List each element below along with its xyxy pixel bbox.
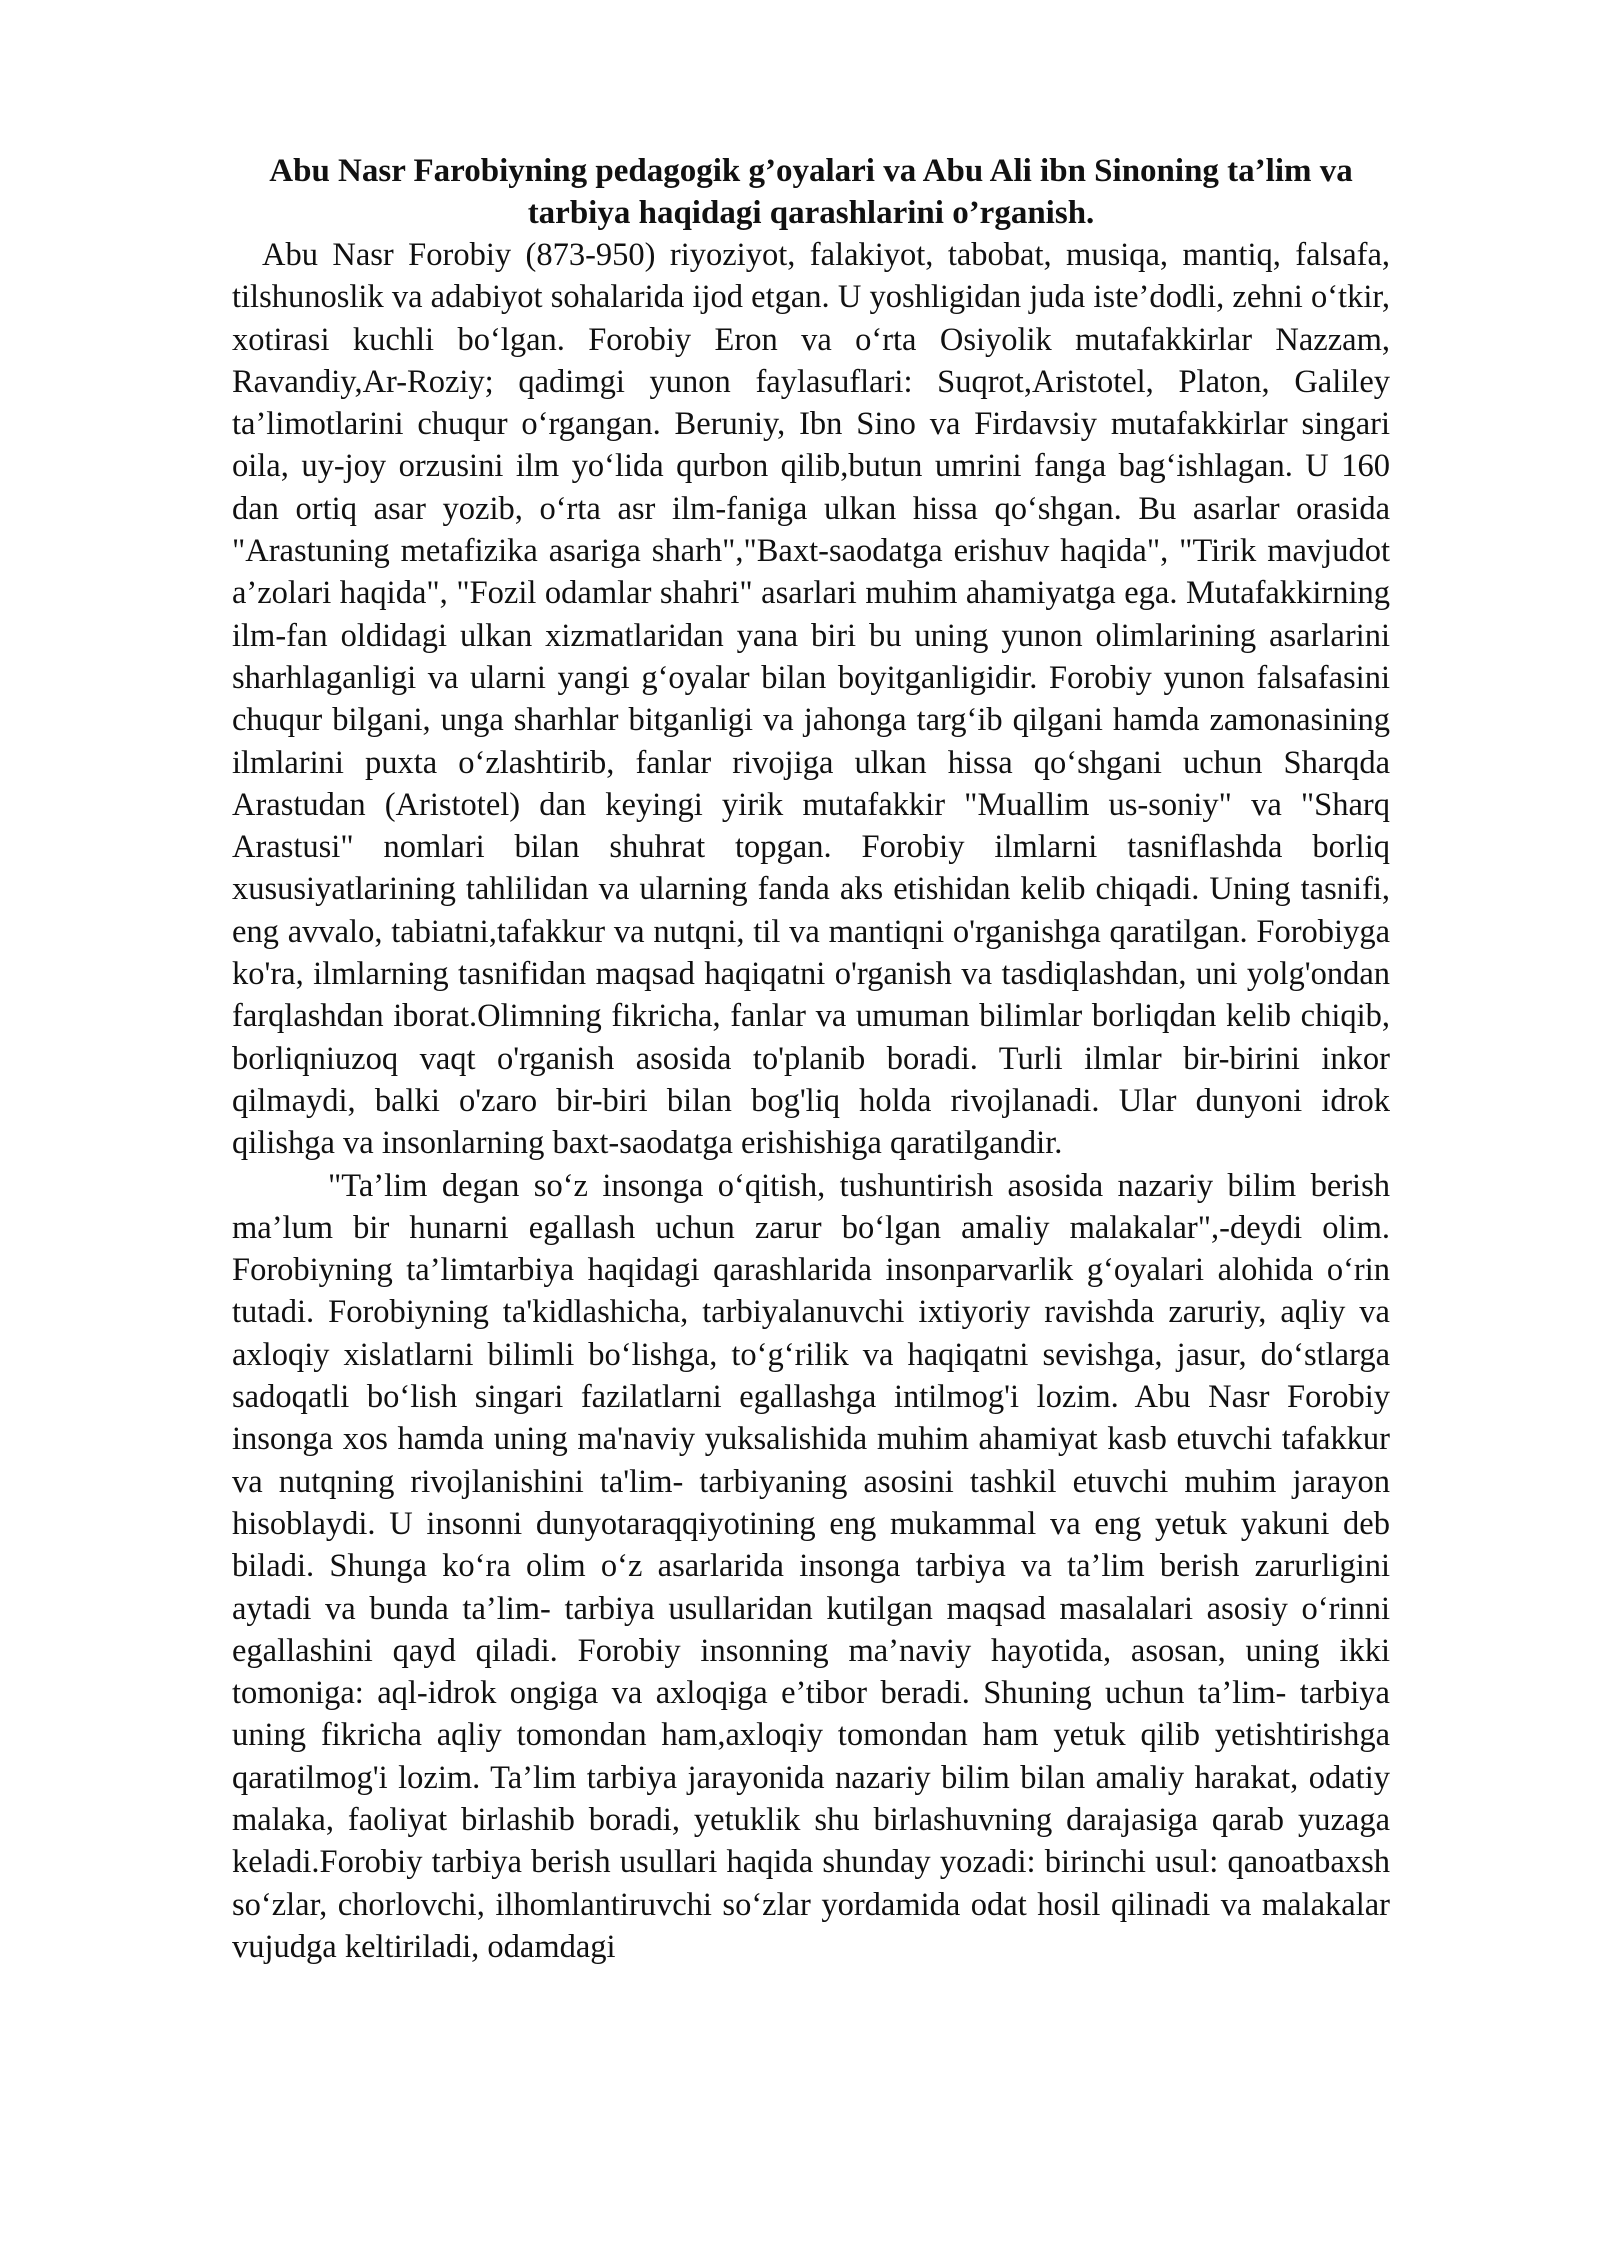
paragraph-2: "Ta’lim degan so‘z insonga o‘qitish, tushuntirish asosida nazariy bilim berish ma’lum bir hunarni egallash uchun zarur bo‘lgan amaliy malakalar",-deydi olim. Forobiyning ta’limtarbiya haqidagi qarashlarida insonparvarlik g‘oyalari alohida o‘rin tutadi. Forobiyning ta'kidlashicha, tarbiyalanuvchi ixtiyoriy ravishda zaruriy, aqliy va axloqiy xislatlarni bilimli bo‘lishga, to‘g‘rilik va haqiqatni sevishga, jasur, do‘stlarga sadoqatli bo‘lish singari fazilatlarni egallashga intilmog'i lozim. Abu Nasr Forobiy insonga xos hamda uning ma'naviy yuksalishida muhim ahamiyat kasb etuvchi tafakkur va nutqning rivojlanishini ta'lim- tarbiyaning asosini tashkil etuvchi muhim jarayon hisoblaydi. U insonni dunyotaraqqiyotining eng mukammal va eng yetuk yakuni deb biladi. Shunga ko‘ra olim o‘z asarlarida insonga tarbiya va ta’lim berish zarurligini aytadi va bunda ta’lim- tarbiya usullaridan kutilgan maqsad masalalari asosiy o‘rinni egallashini qayd qiladi. Forobiy insonning ma’naviy hayotida, asosan, uning ikki tomoniga: aql-idrok ongiga va axloqiga e’tibor beradi. Shuning uchun ta’lim- tarbiya uning fikricha aqliy tomondan ham,axloqiy tomondan ham yetuk qilib yetishtirishga qaratilmog'i lozim. Ta’lim tarbiya jarayonida nazariy bilim bilan amaliy harakat, odatiy malaka, faoliyat birlashib boradi, yetuklik shu birlashuvning darajasiga qarab yuzaga keladi.Forobiy tarbiya berish usullari haqida shunday yozadi: birinchi usul: qanoatbaxsh so‘zlar, chorlovchi, ilhomlantiruvchi so‘zlar yordamida odat hosil qilinadi va malakalar vujudga keltiriladi, odamdagi bbox=[232, 1167, 1390, 1965]
document-page bbox=[232, 150, 1390, 1968]
paragraph-1: Abu Nasr Forobiy (873-950) riyoziyot, falakiyot, tabobat, musiqa, mantiq, falsafa, tilshunoslik va adabiyot sohalarida ijod etgan. U yoshligidan juda iste’dodli, zehni o‘tkir, xotirasi kuchli bo‘lgan. Forobiy Eron va o‘rta Osiyolik mutafakkirlar Nazzam, Ravandiy,Ar-Roziy; qadimgi yunon faylasuflari: Suqrot,Aristotel, Platon, Galiley ta’limotlarini chuqur o‘rgangan. Beruniy, Ibn Sino va Firdavsiy mutafakkirlar singari oila, uy-joy orzusini ilm yo‘lida qurbon qilib,butun umrini fanga bag‘ishlagan. U 160 dan ortiq asar yozib, o‘rta asr ilm-faniga ulkan hissa qo‘shgan. Bu asarlar orasida "Arastuning metafizika asariga sharh","Baxt-saodatga erishuv haqida", "Tirik mavjudot a’zolari haqida", "Fozil odamlar shahri" asarlari muhim ahamiyatga ega. Mutafakkirning ilm-fan oldidagi ulkan xizmatlaridan yana biri bu uning yunon olimlarining asarlarini sharhlaganligi va ularni yangi g‘oyalar bilan boyitganligidir. Forobiy yunon falsafasini chuqur bilgani, unga sharhlar bitganligi va jahonga targ‘ib qilgani hamda zamonasining ilmlarini puxta o‘zlashtirib, fanlar rivojiga ulkan hissa qo‘shgani uchun Sharqda Arastudan (Aristotel) dan keyingi yirik mutafakkir "Muallim us-soniy" va "Sharq Arastusi" nomlari bilan shuhrat topgan. Forobiy ilmlarni tasniflashda borliq xususiyatlarining tahlilidan va ularning fanda aks etishidan kelib chiqadi. Uning tasnifi, eng avvalo, tabiatni,tafakkur va nutqni, til va mantiqni o'rganishga qaratilgan. Forobiyga ko'ra, ilmlarning tasnifidan maqsad haqiqatni o'rganish va tasdiqlashdan, uni yolg'ondan farqlashdan iborat.Olimning fikricha, fanlar va umuman bilimlar borliqdan kelib chiqib, borliqniuzoq vaqt o'rganish asosida to'planib boradi. Turli ilmlar bir-birini inkor qilmaydi, balki o'zaro bir-biri bilan bog'liq holda rivojlanadi. Ular dunyoni idrok qilishga va insonlarning baxt-saodatga erishishiga qaratilgandir. bbox=[232, 237, 1390, 1162]
document-title: Abu Nasr Farobiyning pedagogik g’oyalari va Abu Ali ibn Sinoning ta’lim va tarbiya haqidagi qarashlarini o’rganish. bbox=[269, 153, 1353, 231]
